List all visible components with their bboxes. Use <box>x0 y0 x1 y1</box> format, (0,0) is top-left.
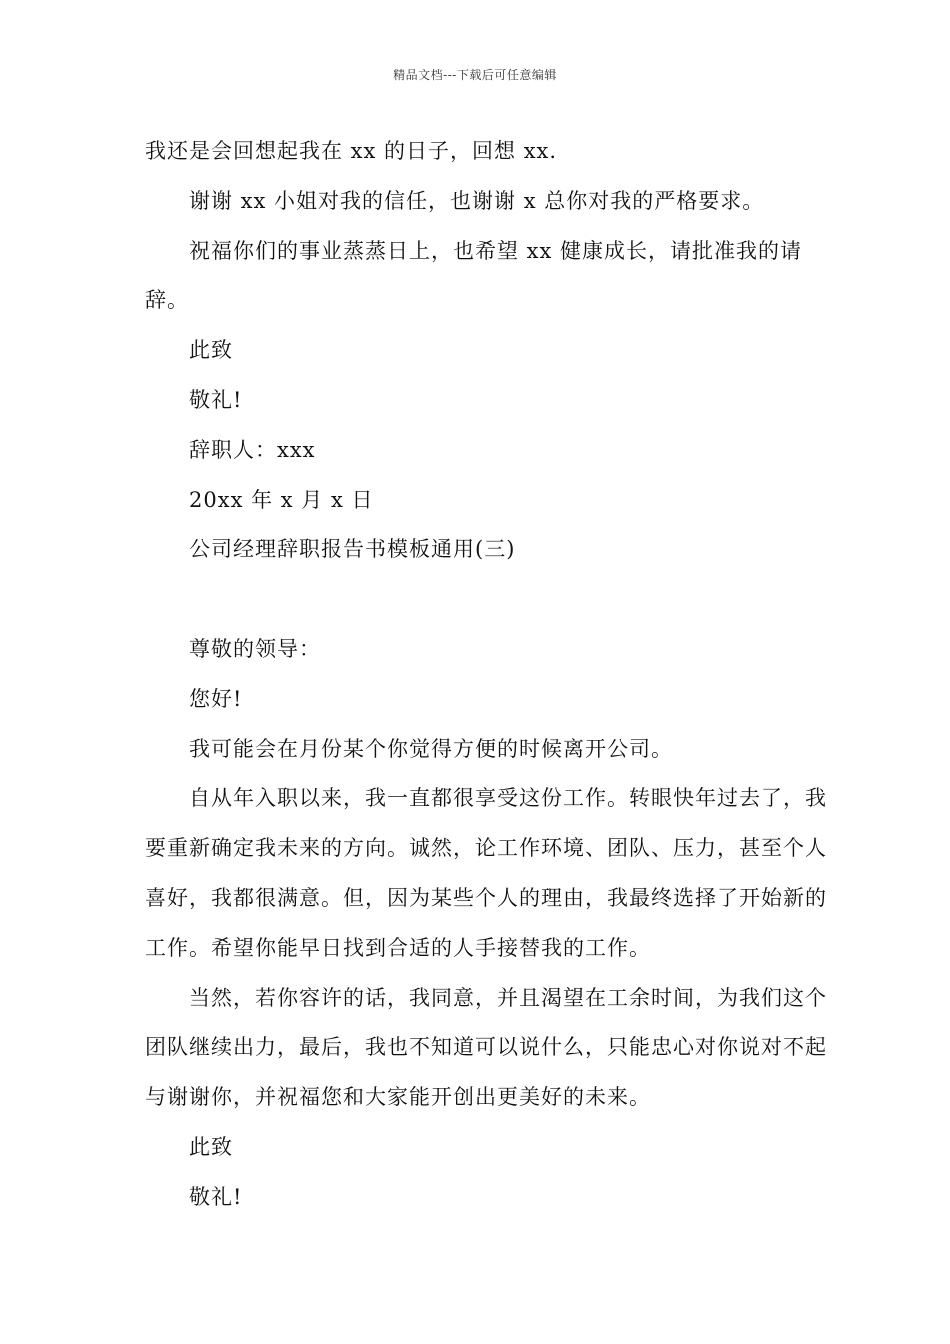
section-title: 公司经理辞职报告书模板通用(三) <box>189 537 516 562</box>
blank-line <box>145 575 835 625</box>
paragraph-leaving: 我可能会在月份某个你觉得方便的时候离开公司。 <box>189 736 673 761</box>
signature-line: 辞职人：xxx <box>189 437 316 462</box>
document-body <box>145 127 835 1223</box>
paragraph-recollection: 我还是会回想起我在 xx 的日子，回想 xx. <box>145 139 558 163</box>
greeting: 您好! <box>189 686 243 711</box>
salutation: 尊敬的领导： <box>189 636 321 661</box>
closing-jingli-2: 敬礼! <box>189 1184 243 1209</box>
paragraph-thanks: 谢谢 xx 小姐对我的信任，也谢谢 x 总你对我的严格要求。 <box>189 188 765 213</box>
closing-cizhi: 此致 <box>189 338 233 363</box>
paragraph-reason: 自从年入职以来，我一直都很享受这份工作。转眼快年过去了，我要重新确定我未来的方向。诚然，论工作环境、团队、压力，甚至个人喜好，我都很满意。但，因为某些个人的理由，我最终选择了开始新的工作。希望你能早日找到合适的人手接替我的工作。 <box>145 786 827 960</box>
paragraph-wishes: 祝福你们的事业蒸蒸日上，也希望 xx 健康成长，请批准我的请辞。 <box>145 238 803 313</box>
paragraph-offer: 当然，若你容许的话，我同意，并且渴望在工余时间，为我们这个团队继续出力，最后，我也不知道可以说什么，只能忠心对你说对不起与谢谢你，并祝福您和大家能开创出更美好的未来。 <box>145 985 827 1110</box>
closing-jingli: 敬礼! <box>189 387 243 412</box>
date-line: 20xx 年 x 月 x 日 <box>189 487 374 512</box>
closing-cizhi-2: 此致 <box>189 1134 233 1159</box>
page-header: 精品文档---下载后可任意编辑 <box>393 68 557 82</box>
